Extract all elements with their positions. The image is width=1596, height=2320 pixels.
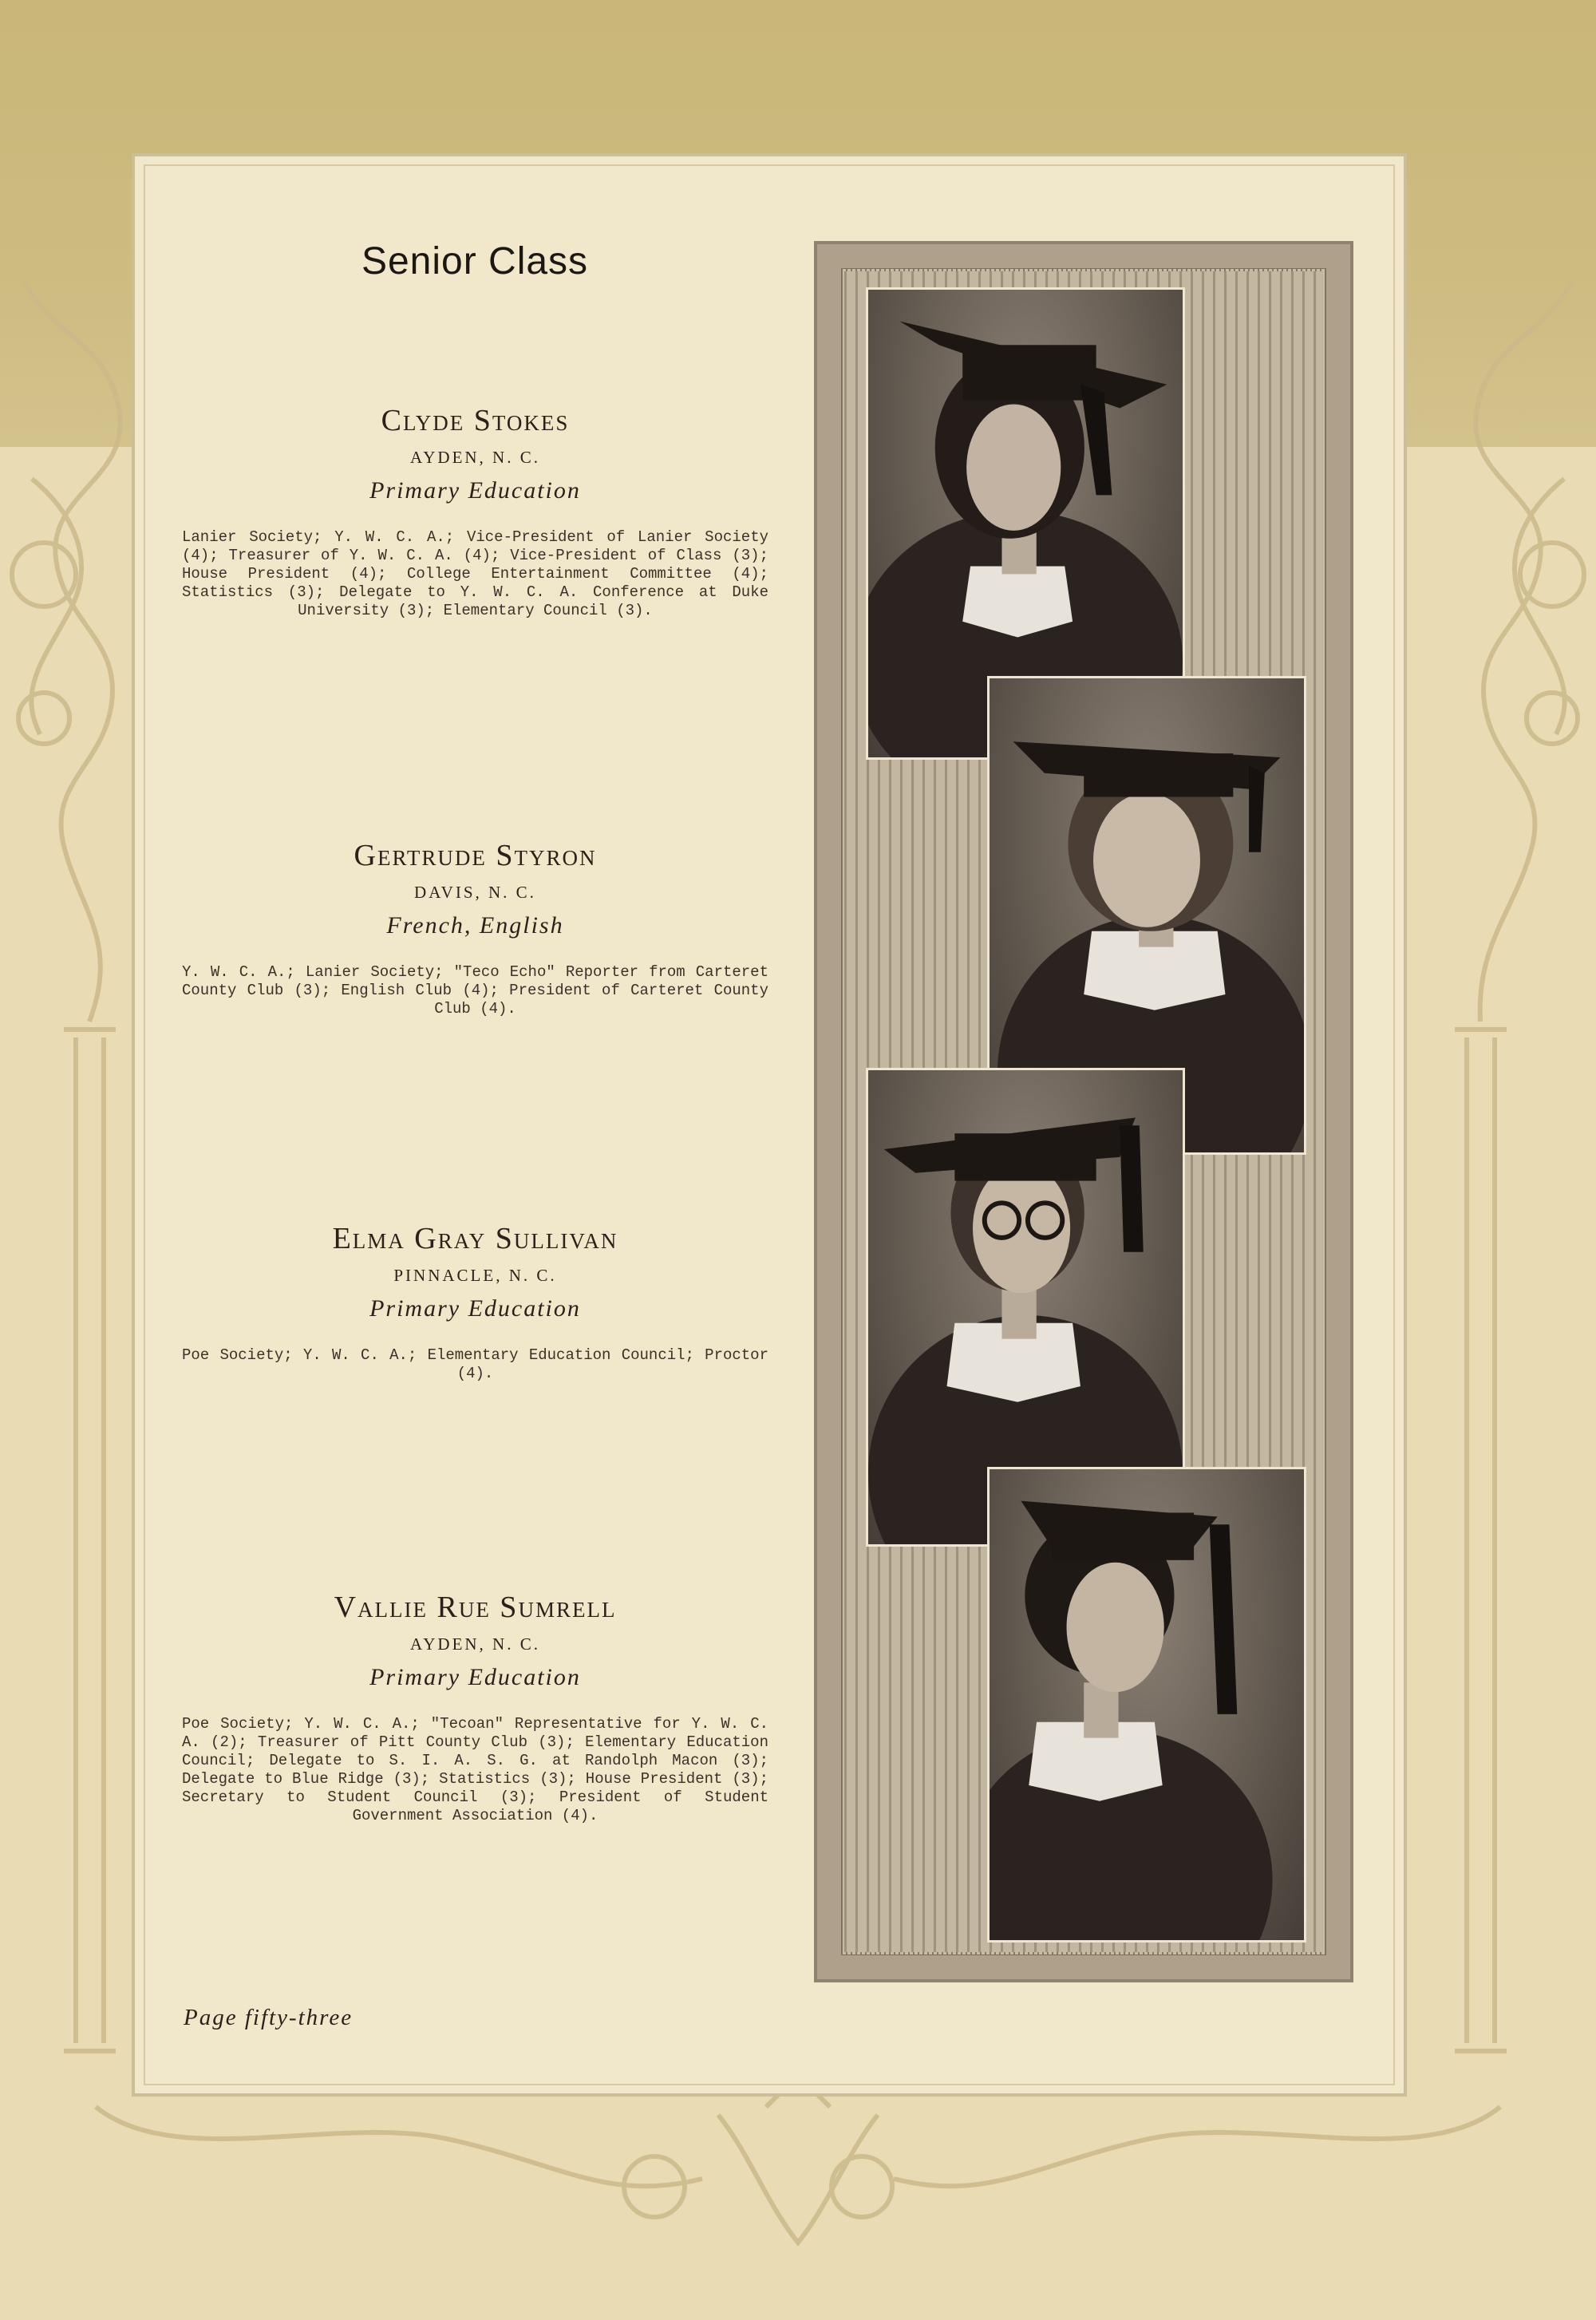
student-entry-sumrell bbox=[182, 1590, 768, 1825]
student-hometown: AYDEN, N. C. bbox=[410, 1634, 540, 1654]
student-course: Primary Education bbox=[369, 477, 581, 504]
student-name: Elma Gray Sullivan bbox=[332, 1222, 618, 1255]
page-number: Page fifty-three bbox=[184, 2005, 354, 2030]
student-activities: Y. W. C. A.; Lanier Society; "Teco Echo" Reporter from Carteret County Club (3); English Club (4); President of Carteret County Club (4). bbox=[182, 963, 768, 1018]
student-hometown: DAVIS, N. C. bbox=[414, 883, 536, 902]
student-course: Primary Education bbox=[369, 1664, 581, 1690]
page-title: Senior Class bbox=[361, 240, 589, 283]
student-entry-stokes bbox=[182, 403, 768, 620]
student-course: Primary Education bbox=[369, 1295, 581, 1322]
student-entry-sullivan bbox=[182, 1221, 768, 1383]
student-hometown: AYDEN, N. C. bbox=[410, 448, 540, 467]
student-activities: Poe Society; Y. W. C. A.; Elementary Education Council; Proctor (4). bbox=[182, 1346, 768, 1382]
student-name: Vallie Rue Sumrell bbox=[334, 1591, 617, 1624]
portrait-figure-icon bbox=[990, 1469, 1304, 1940]
portrait-photo bbox=[987, 1467, 1306, 1943]
student-course: French, English bbox=[386, 912, 564, 939]
student-hometown: PINNACLE, N. C. bbox=[393, 1266, 557, 1285]
student-entry-styron bbox=[182, 838, 768, 1018]
student-name: Clyde Stokes bbox=[381, 404, 570, 437]
student-activities: Lanier Society; Y. W. C. A.; Vice-President of Lanier Society (4); Treasurer of Y. W. C. A. (4); Vice-President of Class (3); House President (4); College Entertainment Committee (4); Statistics (3); Delegate to Y. W. C. A. Conference at Duke University (3); Elementary Council (3). bbox=[182, 528, 768, 619]
student-activities: Poe Society; Y. W. C. A.; "Tecoan" Representative for Y. W. C. A. (2); Treasurer of Pitt County Club (3); Elementary Education Council; Delegate to S. I. A. S. G. at Randolph Macon (3); Delegate to Blue Ridge (3); Statistics (3); House President (3); Secretary to Student Council (3); President of Student Government Association (4). bbox=[182, 1715, 768, 1824]
student-name: Gertrude Styron bbox=[354, 839, 597, 872]
